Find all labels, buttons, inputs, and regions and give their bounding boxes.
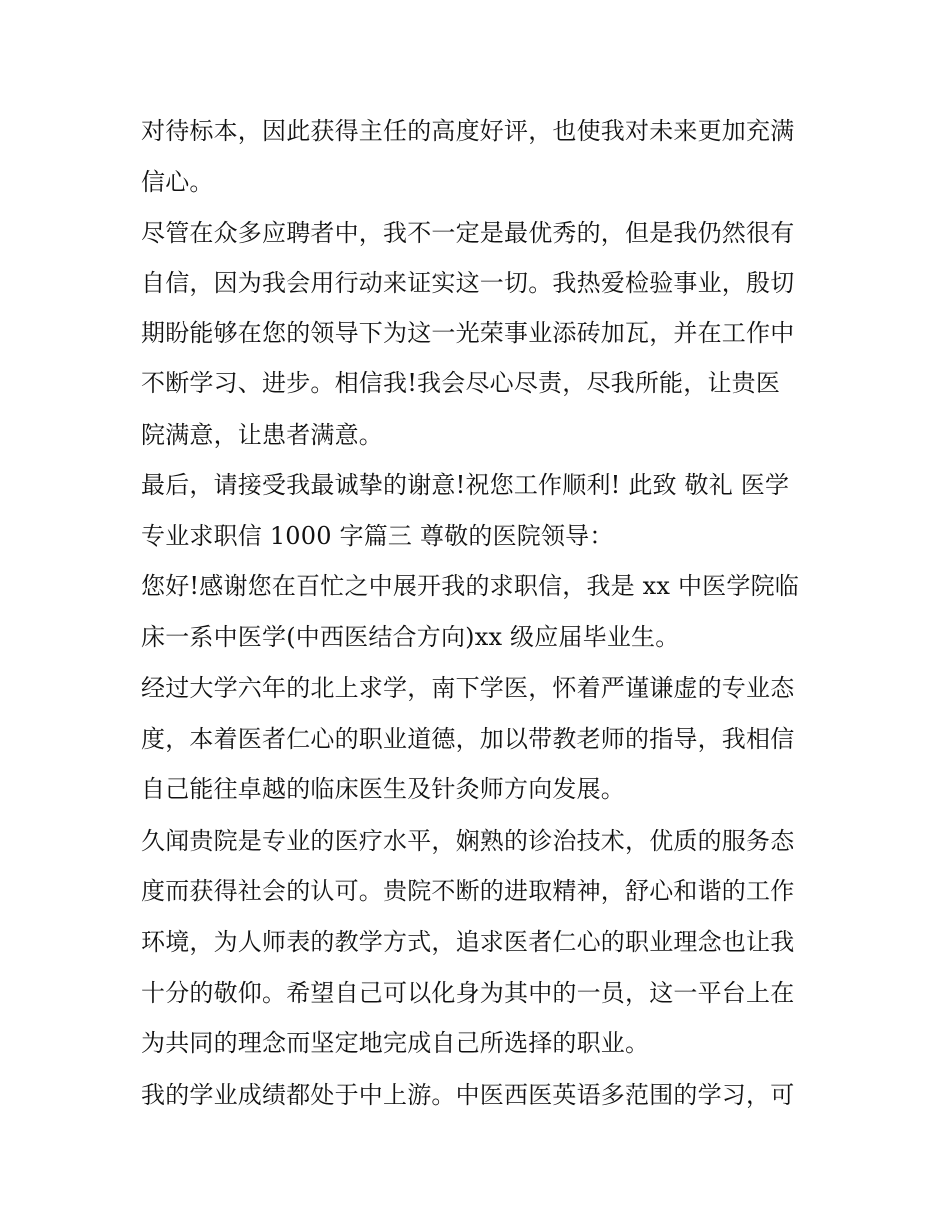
text-line: 度而获得社会的认可。贵院不断的进取精神，舒心和谐的工作 [141, 877, 795, 905]
text-line: 我的学业成绩都处于中上游。中医西医英语多范围的学习，可 [141, 1081, 795, 1109]
text-line: 院满意，让患者满意。 [141, 421, 383, 449]
text-line: 不断学习、进步。相信我!我会尽心尽责，尽我所能，让贵医 [141, 369, 781, 397]
text-line: 对待标本，因此获得主任的高度好评，也使我对未来更加充满 [141, 117, 795, 145]
text-line: 期盼能够在您的领导下为这一光荣事业添砖加瓦，并在工作中 [141, 319, 795, 347]
text-line: 环境，为人师表的教学方式，追求医者仁心的职业理念也让我 [141, 928, 795, 956]
text-line: 您好!感谢您在百忙之中展开我的求职信，我是 xx 中医学院临 [141, 572, 799, 600]
text-line: 度，本着医者仁心的职业道德，加以带教老师的指导，我相信 [141, 725, 795, 753]
text-line: 尽管在众多应聘者中，我不一定是最优秀的，但是我仍然很有 [141, 219, 795, 247]
text-line: 十分的敬仰。希望自己可以化身为其中的一员，这一平台上在 [141, 979, 795, 1007]
text-line: 经过大学六年的北上求学，南下学医，怀着严谨谦虚的专业态 [141, 674, 795, 702]
text-line: 为共同的理念而坚定地完成自己所选择的职业。 [141, 1029, 650, 1057]
text-line: 床一系中医学(中西医结合方向)xx 级应届毕业生。 [141, 623, 680, 651]
text-line: 自己能往卓越的临床医生及针灸师方向发展。 [141, 775, 625, 803]
text-line: 专业求职信 1000 字篇三 尊敬的医院领导： [141, 522, 614, 550]
text-line: 久闻贵院是专业的医疗水平，娴熟的诊治技术，优质的服务态 [141, 827, 795, 855]
text-line: 最后，请接受我最诚挚的谢意!祝您工作顺利! 此致 敬礼 医学 [141, 471, 790, 499]
text-line: 自信，因为我会用行动来证实这一切。我热爱检验事业，殷切 [141, 269, 795, 297]
text-line: 信心。 [141, 168, 214, 196]
